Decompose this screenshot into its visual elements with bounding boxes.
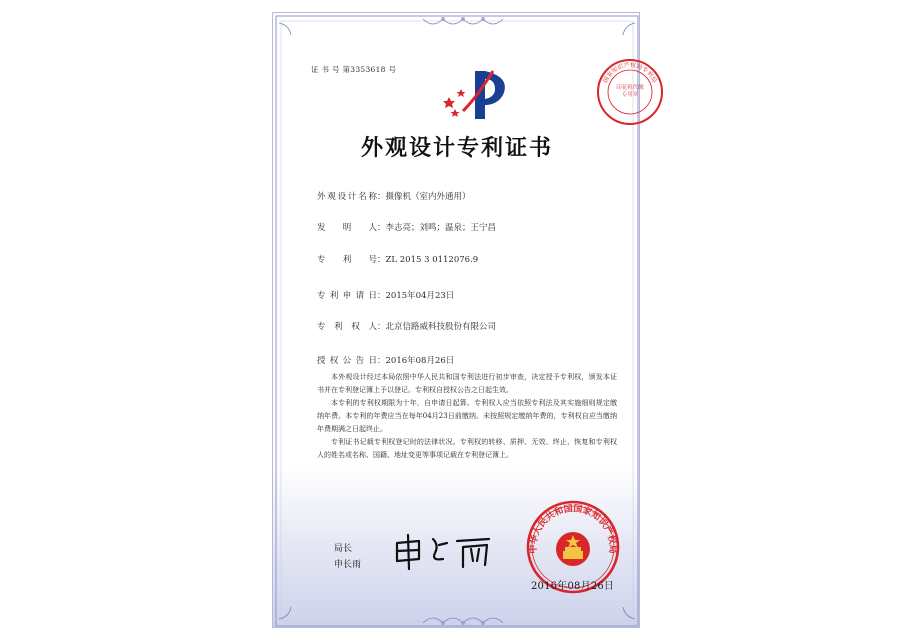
field-label: 外观设计名称 — [317, 192, 377, 202]
patent-certificate — [272, 12, 659, 628]
field-value: ：李志亮；刘鸣；温泉；王宁昌 — [377, 223, 497, 233]
body-paragraph: 本专利的专利权期限为十年，自申请日起算。专利权人应当依照专利法及其实施细则规定缴纳年费。本专利的年费应当在每年04月23日前缴纳。未按照规定缴纳年费的，专利权自应当缴纳年费期满之日起终止。 — [317, 399, 617, 433]
field-patentee — [317, 320, 496, 332]
certificate-number: 证 书 号 第3353618 号 — [311, 65, 397, 74]
body-paragraph: 专利证书记载专利权登记时的法律状况。专利权的转移、质押、无效、终止、恢复和专利权人的姓名或名称、国籍、地址变更等事项记载在专利登记簿上。 — [317, 438, 617, 459]
field-value: ：ZL 2015 3 0112076.9 — [377, 255, 479, 265]
seal-date: 2016年08月26日 — [531, 581, 615, 592]
field-patent-number — [317, 253, 478, 265]
national-seal-text: 中华人民共和国国家知识产权局 — [528, 504, 618, 554]
field-value: ：2016年08月26日 — [377, 356, 455, 366]
body-paragraph: 本外观设计经过本局依照中华人民共和国专利法进行初步审查，决定授予专利权，颁发本证书并在专利登记簿上予以登记。专利权自授权公告之日起生效。 — [317, 373, 617, 394]
field-inventors — [317, 221, 496, 233]
field-value: ：2015年04月23日 — [377, 291, 455, 301]
field-label: 专 利 号 — [317, 255, 377, 265]
office-seal — [595, 57, 665, 127]
patent-office-logo — [441, 67, 513, 123]
field-design-name — [317, 190, 471, 202]
field-application-date — [317, 289, 454, 301]
certificate-body — [317, 371, 617, 462]
field-value: ：北京信路威科技股份有限公司 — [377, 322, 497, 332]
field-label: 发 明 人 — [317, 223, 377, 233]
office-seal-inner-text: 印花税代缴专用章 — [616, 85, 644, 98]
handwritten-signature — [389, 531, 499, 571]
field-grant-date — [317, 354, 454, 366]
official-title: 局长 — [334, 544, 353, 554]
national-emblem-icon — [556, 532, 590, 566]
field-label: 专 利 权 人 — [317, 322, 377, 332]
field-label: 授权公告日 — [317, 356, 377, 366]
field-value: ：摄像机（室内外通用） — [377, 192, 471, 202]
field-label: 专利申请日 — [317, 291, 377, 301]
certificate-title: 外观设计专利证书 — [360, 135, 553, 161]
official-name: 申长雨 — [334, 560, 362, 570]
office-seal-text: 国家知识产权局专利局 — [601, 61, 659, 85]
